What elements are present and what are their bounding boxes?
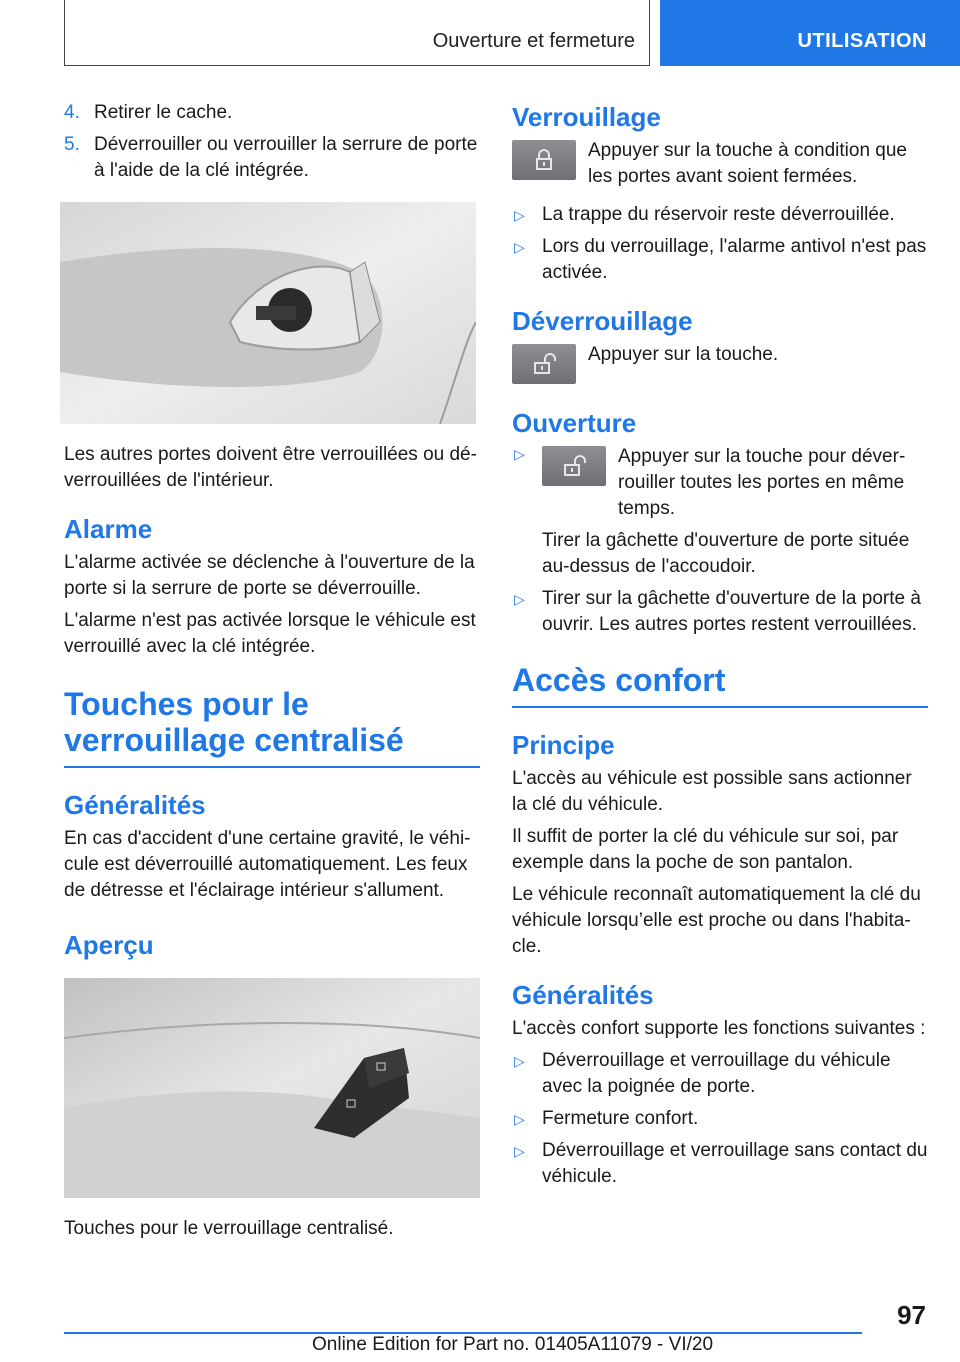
unlock-icon [542,446,606,486]
generalites-heading: Généralités [64,790,206,820]
central-lock-illustration [64,978,480,1198]
section-title-box [64,0,650,66]
step-text: Déverrouiller ou verrouiller la serrure de porte à l'aide de la clé intégrée. [94,134,478,181]
triangle-right-icon: ▷ [514,207,525,223]
step-text: Retirer le cache. [94,102,233,123]
edition-text: Online Edition for Part no. 01405A11079 - VI/20 [312,1334,714,1355]
bullet-item [512,1106,928,1132]
bullet-item [512,586,928,638]
page-header [0,0,960,66]
step-number: 5. [64,134,80,155]
central-lock-buttons-photo [64,978,480,1198]
lock-icon [512,140,576,180]
bullet-text: Fermeture confort. [542,1108,699,1129]
deverrouillage-heading: Déverrouillage [512,306,693,336]
bullet-text: Déverrouillage et verrouillage sans contact du véhicule. [542,1140,928,1187]
right-column [512,100,928,1196]
triangle-right-icon: ▷ [514,239,525,255]
step-number: 4. [64,102,80,123]
bullet-item [512,1138,928,1190]
generalites-text: En cas d'accident d'une certaine gravité, le véhicule est déverrouillé automatiquement. Les feux de détresse et l'éclairage intérieur s'allument. [64,828,471,901]
alarme-p2: L'alarme n'est pas activée lorsque le véhicule est verrouillé avec la clé intégrée. [64,610,476,657]
triangle-right-icon: ▷ [514,1111,525,1127]
principe-p3: Le véhicule reconnaît automatiquement la clé du véhicule lorsqu’elle est proche ou dans l'habitacle. [512,884,921,957]
alarme-heading: Alarme [64,514,153,544]
generalites-text: L'accès confort supporte les fonctions suivantes : [512,1018,926,1039]
generalites-heading: Généralités [512,980,654,1010]
bullet-item [512,202,928,228]
principe-heading: Principe [512,730,615,760]
bullet-item [512,1048,928,1100]
acces-confort-heading: Accès confort [512,662,928,708]
step-4 [64,100,480,126]
apercu-heading: Aperçu [64,930,154,960]
ouverture-key-text: Appuyer sur la touche pour déverrouiller toutes les portes en même temps. [618,446,906,519]
bullet-text: La trappe du réservoir reste déverrouillée. [542,204,895,225]
bullet-text: Lors du verrouillage, l'alarme antivol n'est pas activée. [542,236,927,283]
section-title: Ouverture et fermeture [432,30,635,52]
bullet-text: Déverrouillage et verrouillage du véhicule avec la poignée de porte. [542,1050,891,1097]
bullet-text: Tirer sur la gâchette d'ouverture de la porte à ouvrir. Les autres portes restent verrouillées. [542,588,921,635]
left-column [64,100,480,1248]
chapter-tab [660,0,960,66]
unlock-key-row [512,342,928,388]
door-lock-photo [60,202,476,424]
ouverture-bullet-1 [512,444,928,522]
unlock-key-text: Appuyer sur la touche. [588,344,779,365]
alarme-p1: L'alarme activée se déclenche à l'ouverture de la porte si la serrure de porte se déverrouille. [64,552,475,599]
triangle-right-icon: ▷ [514,1053,525,1069]
ouverture-heading: Ouverture [512,408,637,438]
photo-caption: Touches pour le verrouillage centralisé. [64,1218,394,1239]
verrouillage-heading: Verrouillage [512,102,661,132]
bullet-item [512,234,928,286]
page-number: 97 [897,1300,926,1330]
lock-key-row [512,138,928,190]
door-lock-illustration [60,202,476,424]
other-doors-text: Les autres portes doivent être verrouillées ou déverrouillées de l'intérieur. [64,444,477,491]
triangle-right-icon: ▷ [514,446,525,462]
ouverture-key-text-2: Tirer la gâchette d'ouverture de porte située au-dessus de l'accoudoir. [542,530,910,577]
principe-p1: L'accès au véhicule est possible sans actionner la clé du véhicule. [512,768,912,815]
touches-heading: Touches pour le verrouillage centralisé [64,686,480,768]
step-5 [64,132,480,184]
chapter-title: UTILISATION [797,30,927,52]
principe-p2: Il suffit de porter la clé du véhicule sur soi, par exemple dans la poche de son pantalon. [512,826,899,873]
lock-key-text: Appuyer sur la touche à condition que les portes avant soient fermées. [588,140,907,187]
unlock-icon [512,344,576,384]
triangle-right-icon: ▷ [514,591,525,607]
triangle-right-icon: ▷ [514,1143,525,1159]
